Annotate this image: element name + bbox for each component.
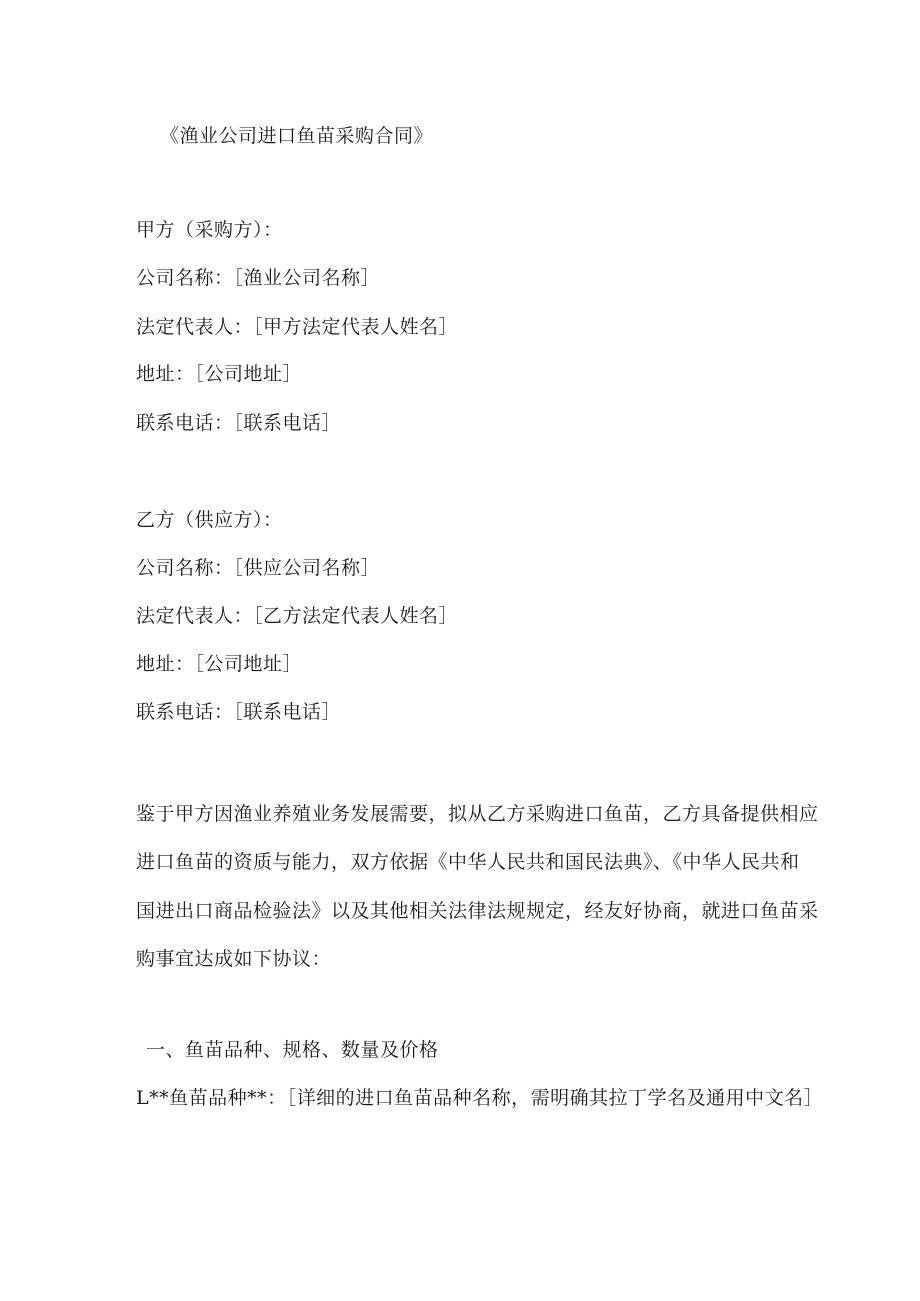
party-b-company: 公司名称：［供应公司名称］: [136, 557, 381, 579]
party-a-company: 公司名称：［渔业公司名称］: [136, 267, 381, 289]
party-b-address: 地址：［公司地址］: [136, 653, 303, 675]
preamble-line: 购事宜达成如下协议：: [136, 947, 332, 970]
document-title: 《渔业公司进口鱼苗采购合同》: [160, 125, 434, 147]
party-a-phone: 联系电话：［联系电话］: [136, 412, 342, 434]
preamble-line: 进口鱼苗的资质与能力，双方依据《中华人民共和国民法典》、《中华人民共和: [136, 851, 800, 874]
party-b-heading: 乙方（供应方）：: [136, 509, 283, 531]
party-a-address: 地址：［公司地址］: [136, 363, 303, 385]
preamble-line: 国进出口商品检验法》以及其他相关法律法规规定，经友好协商，就进口鱼苗采: [136, 899, 819, 922]
party-a-heading: 甲方（采购方）：: [136, 219, 283, 241]
preamble-paragraph: [136, 790, 819, 983]
section-1-heading: 一、鱼苗品种、规格、数量及价格: [146, 1039, 439, 1061]
preamble-line: 鉴于甲方因渔业养殖业务发展需要，拟从乙方采购进口鱼苗，乙方具备提供相应: [136, 803, 819, 825]
party-b-phone: 联系电话：［联系电话］: [136, 701, 342, 723]
party-a-representative: 法定代表人：［甲方法定代表人姓名］: [136, 316, 459, 338]
section-1-item-1: L**鱼苗品种**：［详细的进口鱼苗品种名称，需明确其拉丁学名及通用中文名］: [136, 1087, 824, 1109]
party-b-representative: 法定代表人：［乙方法定代表人姓名］: [136, 605, 459, 627]
